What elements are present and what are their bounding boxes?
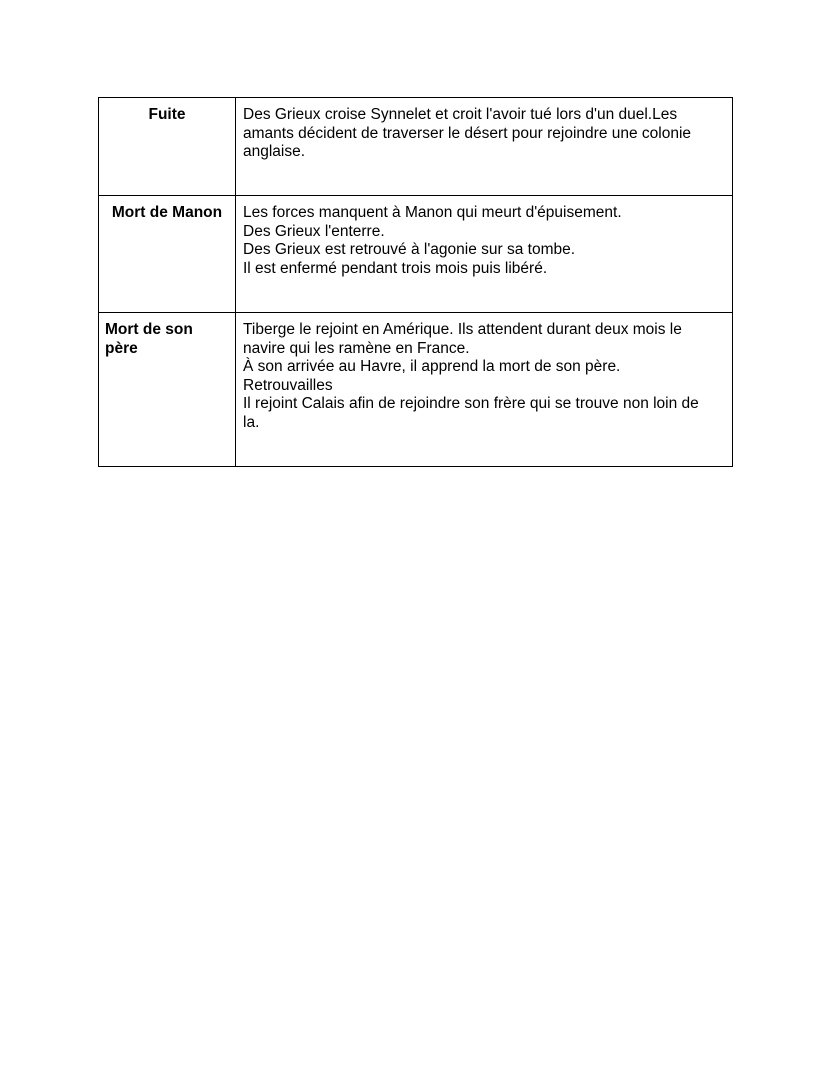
content-line: la. bbox=[243, 413, 260, 431]
content-line: Il est enfermé pendant trois mois puis libéré. bbox=[243, 259, 548, 277]
row-content bbox=[236, 196, 733, 313]
row-heading bbox=[99, 313, 236, 467]
table-row bbox=[99, 196, 733, 313]
content-line: Il rejoint Calais afin de rejoindre son frère qui se trouve non loin de bbox=[243, 395, 699, 412]
row-content bbox=[236, 313, 733, 467]
content-line: À son arrivée au Havre, il apprend la mort de son père. bbox=[243, 358, 621, 375]
table-row bbox=[99, 313, 733, 467]
row-heading bbox=[99, 98, 236, 196]
content-line: Les forces manquent à Manon qui meurt d'épuisement. bbox=[243, 204, 622, 221]
row-heading bbox=[99, 196, 236, 313]
summary-table bbox=[98, 97, 733, 467]
row-heading-text: Fuite bbox=[148, 106, 186, 123]
content-line: Des Grieux l'enterre. bbox=[243, 222, 385, 240]
row-content bbox=[236, 98, 733, 196]
row-heading-text: Mort de Manon bbox=[111, 204, 223, 221]
content-line: navire qui les ramène en France. bbox=[243, 339, 470, 357]
row-heading-text: père bbox=[105, 339, 138, 357]
content-line: Retrouvailles bbox=[243, 376, 333, 394]
content-line: anglaise. bbox=[243, 143, 306, 160]
row-heading-text: Mort de son bbox=[105, 321, 193, 338]
content-line: Tiberge le rejoint en Amérique. Ils attendent durant deux mois le bbox=[243, 321, 682, 338]
content-line: Des Grieux est retrouvé à l'agonie sur sa tombe. bbox=[243, 241, 576, 258]
content-line: amants décident de traverser le désert pour rejoindre une colonie bbox=[243, 124, 692, 142]
content-line: Des Grieux croise Synnelet et croit l'avoir tué lors d'un duel.Les bbox=[243, 106, 678, 123]
table-row bbox=[99, 98, 733, 196]
